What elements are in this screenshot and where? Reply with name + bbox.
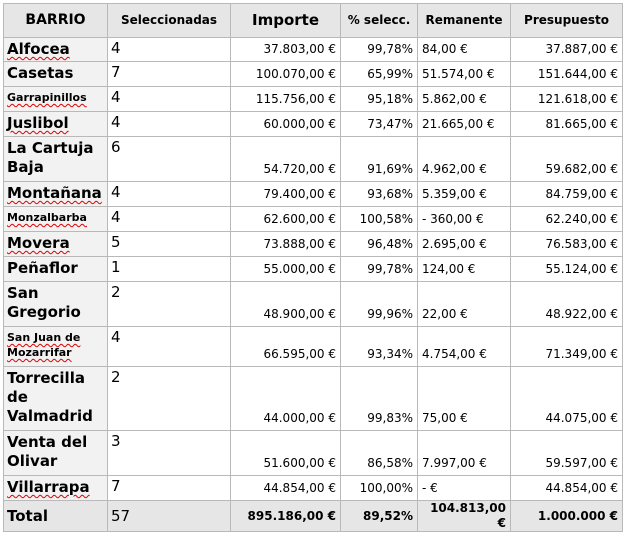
pct-cell: 99,78%: [341, 38, 418, 62]
table-row: [4, 112, 623, 137]
seleccionadas-cell: 4: [108, 207, 231, 232]
remanente-cell: 21.665,00 €: [418, 112, 511, 137]
remanente-cell: - 360,00 €: [418, 207, 511, 232]
barrio-cell: [4, 232, 108, 257]
barrio-cell: [4, 431, 108, 476]
seleccionadas-cell: 4: [108, 182, 231, 207]
barrio-name: Movera: [7, 234, 70, 252]
total-label: Total: [4, 501, 108, 532]
table-row: [4, 87, 623, 112]
remanente-cell: 84,00 €: [418, 38, 511, 62]
seleccionadas-cell: 7: [108, 62, 231, 87]
presupuesto-cell: 59.682,00 €: [511, 137, 623, 182]
importe-cell: 44.854,00 €: [231, 476, 341, 501]
pct-cell: 65,99%: [341, 62, 418, 87]
presupuesto-cell: 59.597,00 €: [511, 431, 623, 476]
pct-cell: 73,47%: [341, 112, 418, 137]
importe-cell: 44.000,00 €: [231, 367, 341, 431]
pct-cell: 86,58%: [341, 431, 418, 476]
barrio-cell: [4, 182, 108, 207]
remanente-cell: 124,00 €: [418, 257, 511, 282]
remanente-cell: 51.574,00 €: [418, 62, 511, 87]
presupuesto-cell: 76.583,00 €: [511, 232, 623, 257]
pct-cell: 99,78%: [341, 257, 418, 282]
barrio-cell: [4, 257, 108, 282]
barrio-cell: [4, 112, 108, 137]
seleccionadas-cell: 6: [108, 137, 231, 182]
seleccionadas-cell: 4: [108, 327, 231, 367]
table-row: [4, 182, 623, 207]
importe-cell: 55.000,00 €: [231, 257, 341, 282]
seleccionadas-cell: 4: [108, 87, 231, 112]
total-remanente: 104.813,00 €: [418, 501, 511, 532]
barrio-cell: [4, 476, 108, 501]
importe-cell: 37.803,00 €: [231, 38, 341, 62]
presupuesto-cell: 84.759,00 €: [511, 182, 623, 207]
table-row: [4, 431, 623, 476]
pct-cell: 100,00%: [341, 476, 418, 501]
header-seleccionadas: Seleccionadas: [108, 4, 231, 38]
header-pct: % selecc.: [341, 4, 418, 38]
pct-cell: 93,68%: [341, 182, 418, 207]
barrio-name: Venta del Olivar: [7, 433, 88, 470]
presupuesto-cell: 151.644,00 €: [511, 62, 623, 87]
total-seleccionadas: 57: [108, 501, 231, 532]
seleccionadas-cell: 2: [108, 282, 231, 327]
importe-cell: 51.600,00 €: [231, 431, 341, 476]
header-row: [4, 4, 623, 38]
total-presupuesto: 1.000.000 €: [511, 501, 623, 532]
barrio-name: Juslibol: [7, 114, 69, 132]
remanente-cell: 7.997,00 €: [418, 431, 511, 476]
presupuesto-cell: 44.075,00 €: [511, 367, 623, 431]
importe-cell: 73.888,00 €: [231, 232, 341, 257]
barrio-name: San Juan de Mozarrifar: [7, 331, 81, 359]
table-row: [4, 327, 623, 367]
pct-cell: 91,69%: [341, 137, 418, 182]
table-row: [4, 137, 623, 182]
importe-cell: 62.600,00 €: [231, 207, 341, 232]
presupuesto-cell: 81.665,00 €: [511, 112, 623, 137]
table-row: [4, 62, 623, 87]
barrio-name: Casetas: [7, 64, 74, 82]
remanente-cell: 5.359,00 €: [418, 182, 511, 207]
seleccionadas-cell: 4: [108, 38, 231, 62]
pct-cell: 100,58%: [341, 207, 418, 232]
importe-cell: 60.000,00 €: [231, 112, 341, 137]
table-row: [4, 476, 623, 501]
header-remanente: Remanente: [418, 4, 511, 38]
pct-cell: 96,48%: [341, 232, 418, 257]
presupuesto-cell: 55.124,00 €: [511, 257, 623, 282]
pct-cell: 93,34%: [341, 327, 418, 367]
barrio-name: Alfocea: [7, 40, 70, 58]
barrio-name: Montañana: [7, 184, 102, 202]
barrio-name: Monzalbarba: [7, 211, 87, 224]
header-barrio: BARRIO: [4, 4, 108, 38]
barrio-cell: [4, 62, 108, 87]
seleccionadas-cell: 4: [108, 112, 231, 137]
seleccionadas-cell: 3: [108, 431, 231, 476]
barrio-cell: [4, 282, 108, 327]
presupuesto-cell: 71.349,00 €: [511, 327, 623, 367]
remanente-cell: 75,00 €: [418, 367, 511, 431]
seleccionadas-cell: 1: [108, 257, 231, 282]
barrio-cell: [4, 38, 108, 62]
header-importe: Importe: [231, 4, 341, 38]
barrio-name: Torrecilla de Valmadrid: [7, 369, 93, 425]
barrio-cell: [4, 367, 108, 431]
remanente-cell: 4.962,00 €: [418, 137, 511, 182]
table-row: [4, 38, 623, 62]
pct-cell: 99,96%: [341, 282, 418, 327]
remanente-cell: 2.695,00 €: [418, 232, 511, 257]
barrio-name: Villarrapa: [7, 478, 90, 496]
importe-cell: 66.595,00 €: [231, 327, 341, 367]
importe-cell: 79.400,00 €: [231, 182, 341, 207]
header-presupuesto: Presupuesto: [511, 4, 623, 38]
barrio-cell: [4, 207, 108, 232]
importe-cell: 48.900,00 €: [231, 282, 341, 327]
seleccionadas-cell: 7: [108, 476, 231, 501]
remanente-cell: 5.862,00 €: [418, 87, 511, 112]
barrio-name: Garrapinillos: [7, 91, 87, 104]
table-row: [4, 207, 623, 232]
pct-cell: 95,18%: [341, 87, 418, 112]
remanente-cell: 4.754,00 €: [418, 327, 511, 367]
presupuesto-cell: 62.240,00 €: [511, 207, 623, 232]
importe-cell: 115.756,00 €: [231, 87, 341, 112]
total-row: [4, 501, 623, 532]
total-pct: 89,52%: [341, 501, 418, 532]
seleccionadas-cell: 5: [108, 232, 231, 257]
remanente-cell: 22,00 €: [418, 282, 511, 327]
table-row: [4, 257, 623, 282]
barrio-name: San Gregorio: [7, 284, 81, 321]
budget-table: [3, 3, 623, 532]
seleccionadas-cell: 2: [108, 367, 231, 431]
barrio-cell: [4, 137, 108, 182]
table-row: [4, 367, 623, 431]
total-importe: 895.186,00 €: [231, 501, 341, 532]
table-row: [4, 232, 623, 257]
importe-cell: 100.070,00 €: [231, 62, 341, 87]
presupuesto-cell: 44.854,00 €: [511, 476, 623, 501]
pct-cell: 99,83%: [341, 367, 418, 431]
presupuesto-cell: 48.922,00 €: [511, 282, 623, 327]
barrio-name: La Cartuja Baja: [7, 139, 94, 176]
presupuesto-cell: 37.887,00 €: [511, 38, 623, 62]
barrio-name: Peñaflor: [7, 259, 78, 277]
importe-cell: 54.720,00 €: [231, 137, 341, 182]
barrio-cell: [4, 327, 108, 367]
presupuesto-cell: 121.618,00 €: [511, 87, 623, 112]
table-row: [4, 282, 623, 327]
barrio-cell: [4, 87, 108, 112]
remanente-cell: - €: [418, 476, 511, 501]
